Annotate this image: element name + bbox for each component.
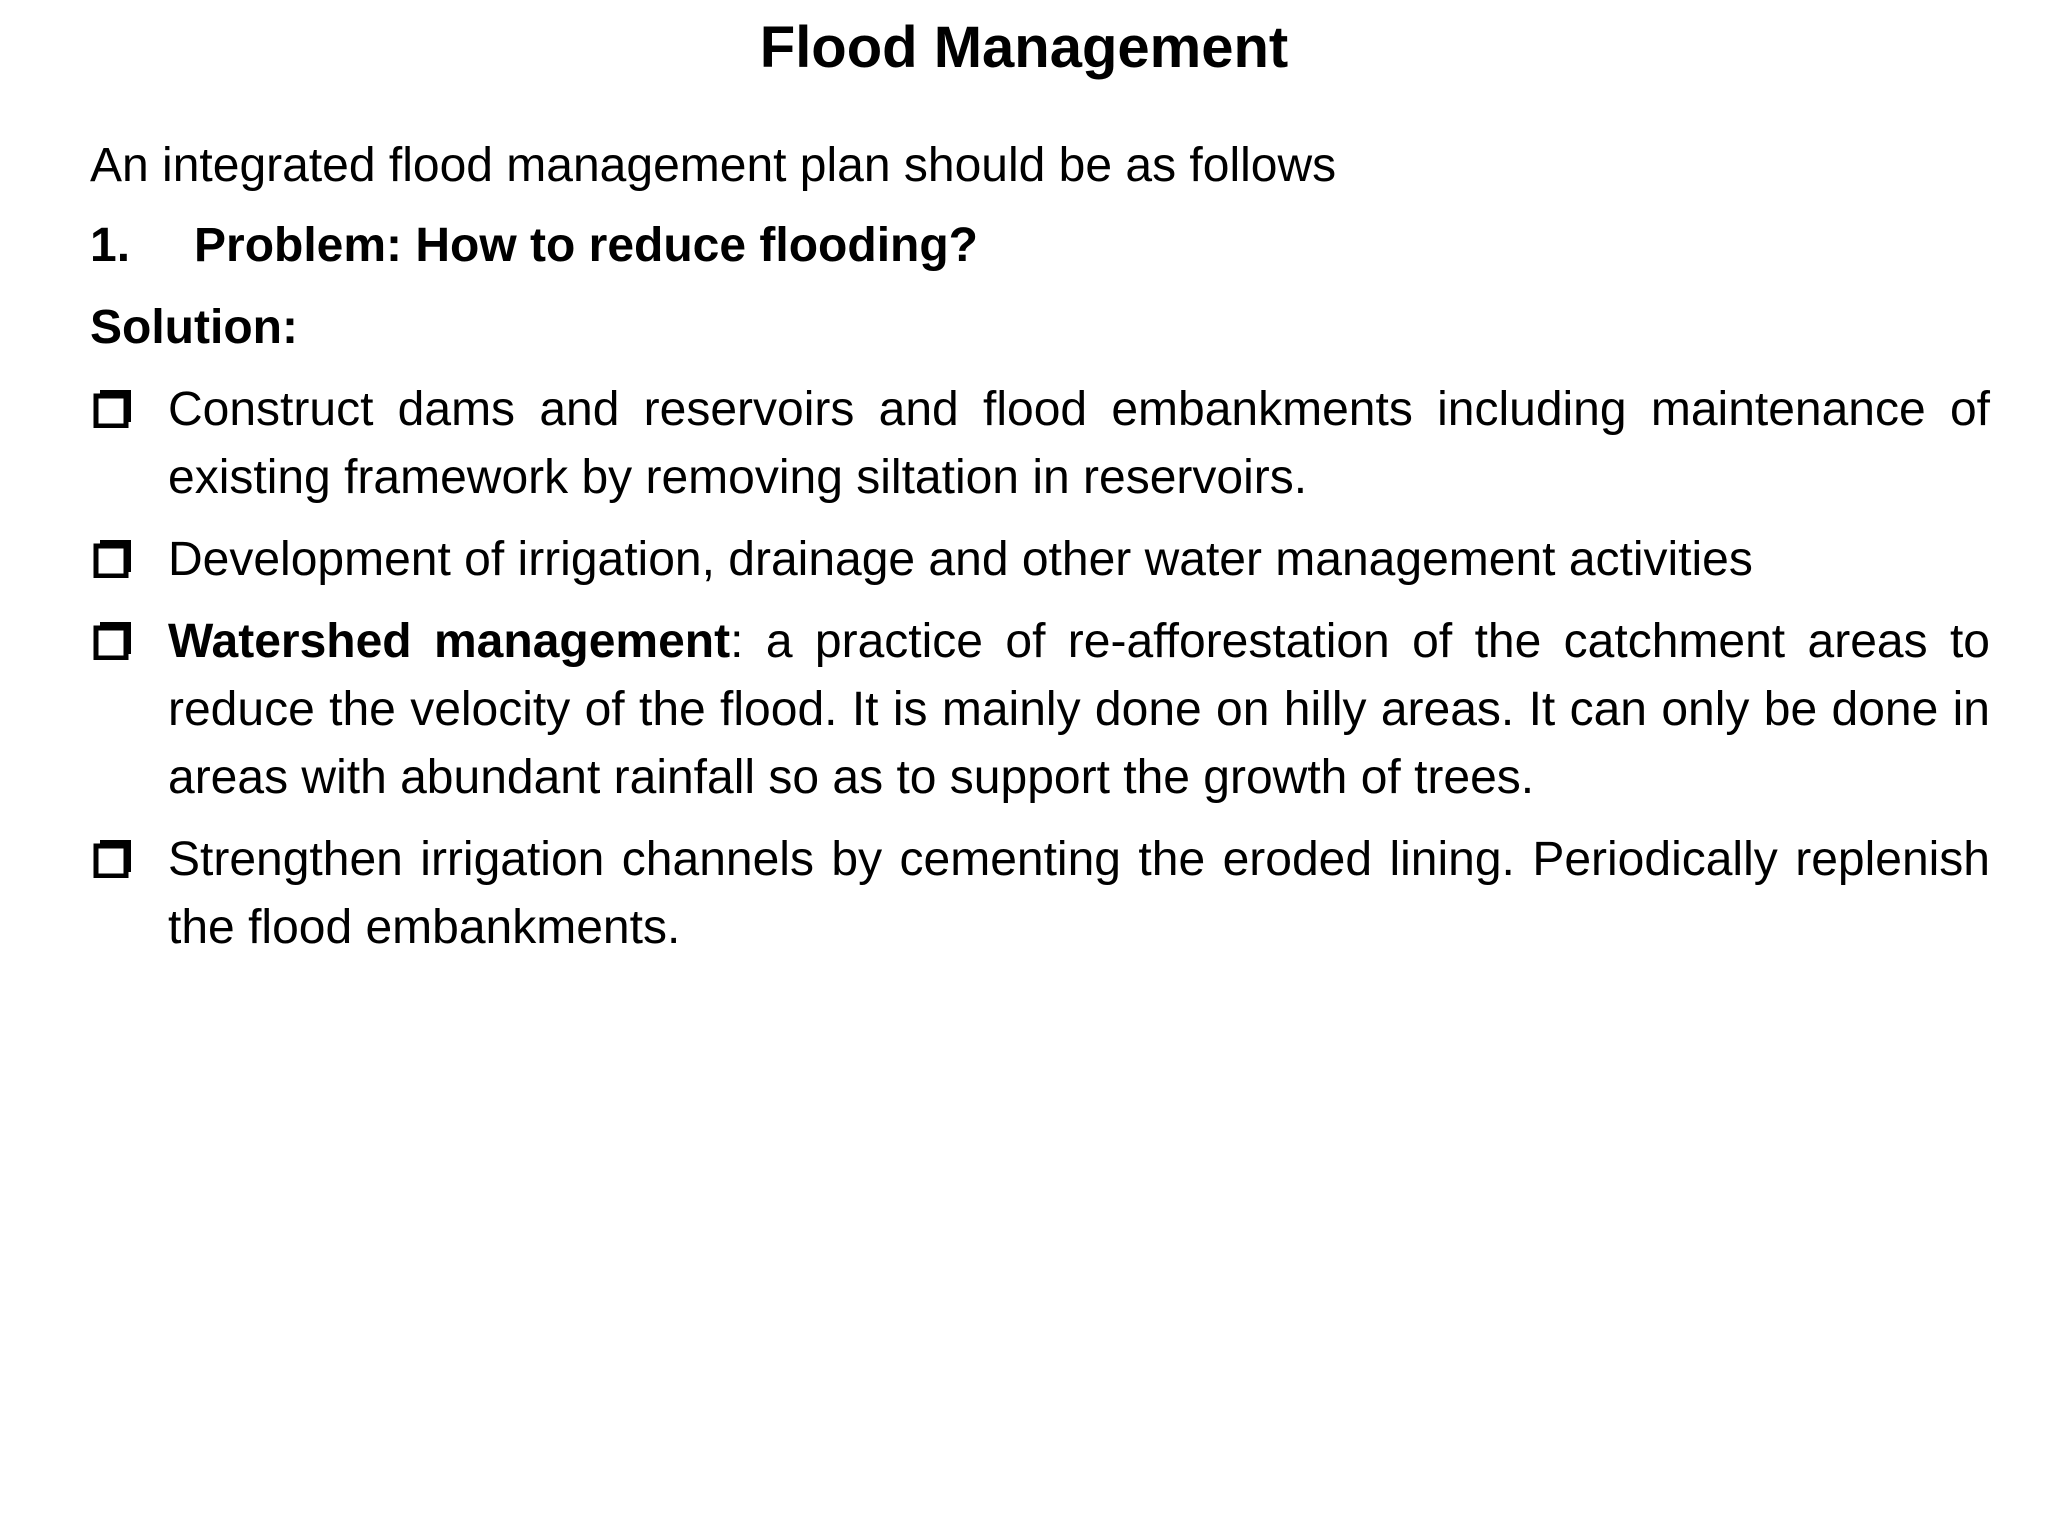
bullet-text [168,608,1990,812]
slide-title: Flood Management [759,15,1289,80]
list-item [90,608,1990,812]
problem-number: 1. [90,219,131,272]
list-item [90,826,1990,962]
problem-text: Problem: How to reduce flooding? [194,219,978,272]
list-item [90,376,1990,512]
solution-list [90,376,1990,962]
problem-heading [90,212,1990,294]
intro-text: An integrated flood management plan should be as follows [90,139,1337,192]
bullet-body: Construct dams and reservoirs and flood embankments including maintenance of existing framework by removing siltation in reservoirs. [168,383,1990,504]
solution-label: Solution: [90,301,298,354]
bullet-bold: Watershed management [168,615,731,668]
bullet-body: : a practice of re-afforestation of the catchment areas to reduce the velocity of the flood. It is mainly done on hilly areas. It can only be done in areas with abundant rainfall so as to support the growth of trees. [168,615,1990,804]
list-item [90,526,1990,594]
checkbox-icon [90,390,132,428]
bullet-body: Strengthen irrigation channels by cementing the eroded lining. Periodically replenish the flood embankments. [168,833,1990,954]
bullet-text [168,526,1990,594]
bullet-text [168,376,1990,512]
checkbox-icon [90,840,132,878]
bullet-body: Development of irrigation, drainage and other water management activities [168,533,1753,586]
bullet-text [168,826,1990,962]
slide-content [90,132,1990,976]
checkbox-icon [90,540,132,578]
checkbox-icon [90,622,132,660]
